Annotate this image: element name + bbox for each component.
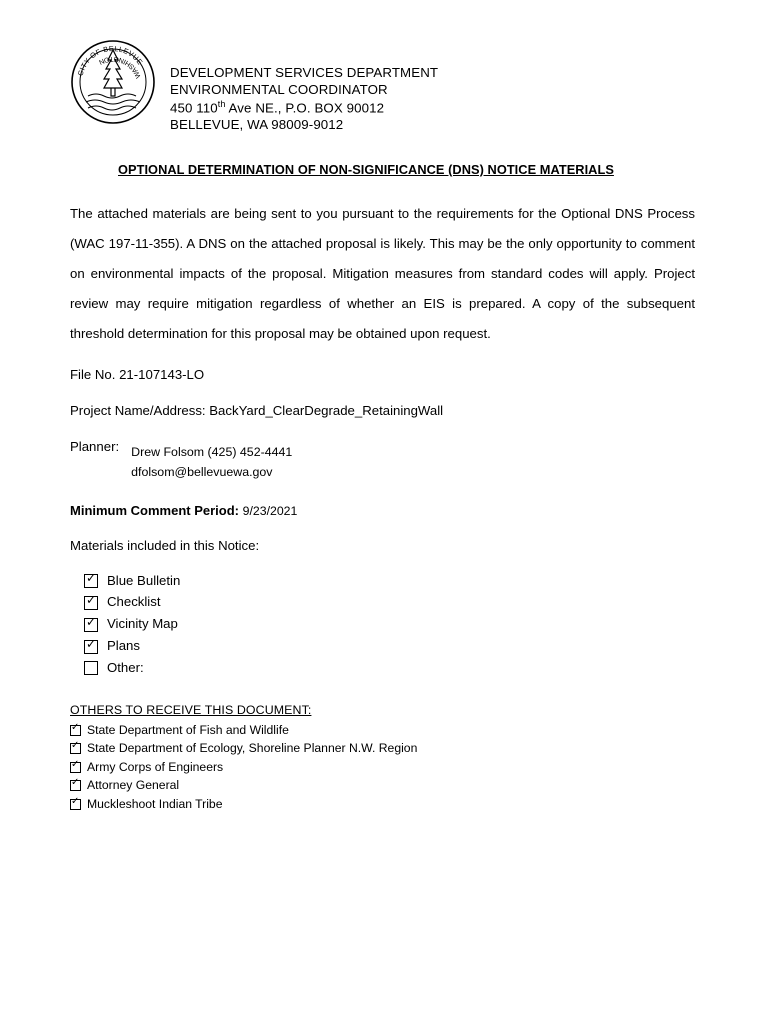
- recipient-label: State Department of Ecology, Shoreline Planner N.W. Region: [87, 741, 418, 756]
- checkbox-icon[interactable]: [84, 640, 98, 654]
- address-pre: 450 110: [170, 99, 218, 115]
- city-seal-icon: [70, 38, 156, 126]
- recipient-label: State Department of Fish and Wildlife: [87, 722, 289, 737]
- svg-text:CITY OF BELLEVUE: CITY OF BELLEVUE: [75, 43, 145, 77]
- planner-label: Planner:: [70, 438, 120, 454]
- dept-line-1: DEVELOPMENT SERVICES DEPARTMENT: [170, 65, 439, 80]
- list-item[interactable]: [84, 571, 695, 592]
- list-item[interactable]: [70, 776, 695, 795]
- checkbox-icon[interactable]: [70, 725, 81, 736]
- intro-paragraph: The attached materials are being sent to you pursuant to the requirements for the Optional DNS Process (WAC 197-11-355). A DNS on the attached proposal is likely. This may be the only opportunity to comment on environmental impacts of the proposal. Mitigation measures from standard codes will apply. Project review may require mitigation regardless of whether an EIS is prepared. A copy of the subsequent threshold determination for this proposal may be obtained upon request.: [70, 205, 695, 341]
- checkbox-icon[interactable]: [70, 799, 81, 810]
- checkbox-icon[interactable]: [70, 780, 81, 791]
- list-item[interactable]: [70, 795, 695, 814]
- document-header: [0, 0, 770, 134]
- material-label: Checklist: [107, 594, 161, 610]
- list-item[interactable]: [70, 721, 695, 740]
- dept-line-2: ENVIRONMENTAL COORDINATOR: [170, 82, 388, 98]
- file-number: File No. 21-107143-LO: [70, 367, 205, 383]
- materials-checkbox-list: [84, 571, 695, 679]
- dept-line-4: BELLEVUE, WA 98009-9012: [170, 117, 344, 133]
- list-item[interactable]: [84, 636, 695, 657]
- list-item[interactable]: [84, 614, 695, 635]
- checkbox-icon[interactable]: [84, 618, 98, 632]
- dept-address-line: [170, 99, 438, 117]
- recipient-label: Attorney General: [87, 778, 180, 793]
- list-item[interactable]: [70, 739, 695, 758]
- materials-label: Materials included in this Notice:: [70, 537, 260, 553]
- minimum-comment-period: [70, 503, 695, 518]
- material-label: Other:: [107, 659, 144, 675]
- checkbox-icon[interactable]: [70, 762, 81, 773]
- planner-name: Drew Folsom (425) 452-4441: [131, 444, 293, 459]
- list-item[interactable]: [84, 658, 695, 679]
- others-to-receive-list: [70, 721, 695, 814]
- checkbox-icon[interactable]: [84, 596, 98, 610]
- checkbox-icon[interactable]: [84, 574, 98, 588]
- planner-details: [131, 439, 292, 483]
- project-name-address: Project Name/Address: BackYard_ClearDegrade_RetainingWall: [70, 402, 444, 418]
- svg-text:WASHINGTON: WASHINGTON: [97, 54, 143, 80]
- others-to-receive-title: OTHERS TO RECEIVE THIS DOCUMENT:: [70, 702, 312, 717]
- planner-block: [70, 439, 695, 483]
- recipient-label: Army Corps of Engineers: [87, 759, 224, 774]
- checkbox-icon[interactable]: [84, 661, 98, 675]
- address-ordinal: th: [217, 98, 226, 109]
- minimum-comment-period-value: 9/23/2021: [242, 503, 298, 518]
- material-label: Blue Bulletin: [107, 572, 181, 588]
- list-item[interactable]: [70, 758, 695, 777]
- document-body: [70, 199, 695, 814]
- material-label: Vicinity Map: [107, 616, 178, 632]
- page-title: OPTIONAL DETERMINATION OF NON-SIGNIFICANCE (DNS) NOTICE MATERIALS: [118, 161, 614, 177]
- address-post: Ave NE., P.O. BOX 90012: [225, 99, 385, 115]
- checkbox-icon[interactable]: [70, 743, 81, 754]
- list-item[interactable]: [84, 592, 695, 613]
- planner-email: dfolsom@bellevuewa.gov: [131, 465, 273, 480]
- material-label: Plans: [107, 638, 140, 654]
- minimum-comment-period-label: Minimum Comment Period:: [70, 502, 240, 518]
- recipient-label: Muckleshoot Indian Tribe: [87, 797, 223, 812]
